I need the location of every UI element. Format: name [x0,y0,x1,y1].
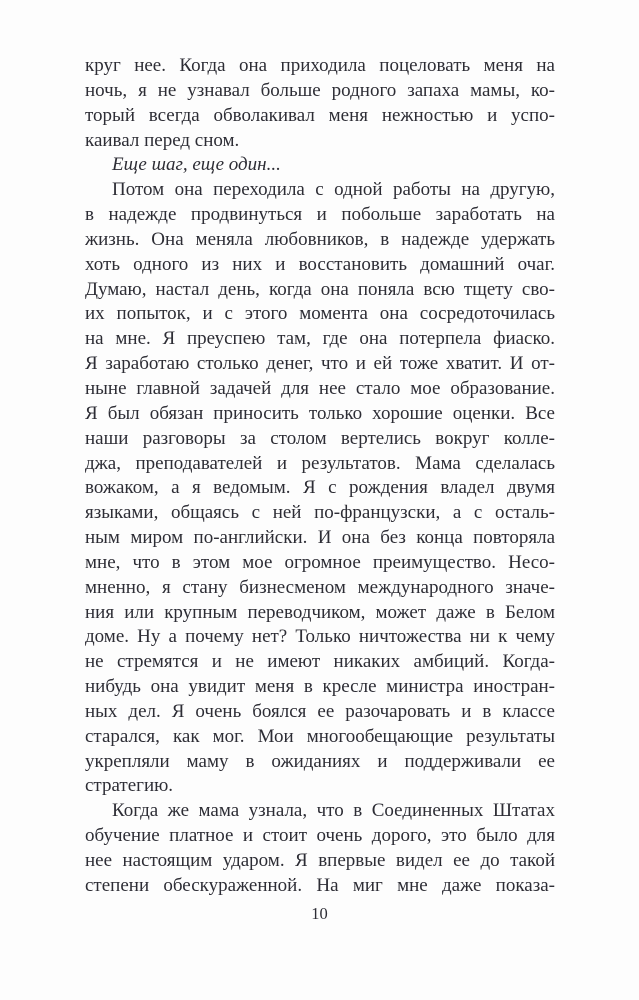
text-line: мне, что в этом мое огромное преимущество. Несо- [85,551,555,573]
text-block [85,54,555,899]
text-line: жизнь. Она меняла любовников, в надежде удержать [85,228,555,250]
text-line: круг нее. Когда она приходила поцеловать меня на [85,55,555,76]
page-number: 10 [311,904,328,923]
text-line: ным миром по-английски. И она без конца повторяла [85,527,555,549]
text-line: Потом она переходила с одной работы на другую, [112,179,555,201]
text-line: торый всегда обволакивал меня нежностью и успо- [85,104,555,126]
text-line: Думаю, настал день, когда она поняла всю тщету сво- [85,278,555,300]
text-line: Еще шаг, еще один... [112,154,281,176]
text-line: укрепляли маму в ожиданиях и поддерживали ее [85,750,555,772]
text-line: джа, преподавателей и результатов. Мама сделалась [85,452,555,474]
text-line: Я заработаю столько денег, что и ей тоже хватит. И от- [85,353,555,375]
text-line: их попыток, и с этого момента она сосредоточилась [85,303,555,325]
text-line: не стремятся и не имеют никаких амбиций. Когда- [85,651,555,673]
text-line: наши разговоры за столом вертелись вокруг колле- [85,427,555,449]
text-line: каивал перед сном. [85,129,240,151]
text-line: ночь, я не узнавал больше родного запаха мамы, ко- [85,79,555,101]
text-line: доме. Ну а почему нет? Только ничтожества ни к чему [85,626,555,648]
text-line: нибудь она увидит меня в кресле министра иностран- [85,676,555,698]
text-line: обучение платное и стоит очень дорого, это было для [85,825,555,847]
text-line: нее настоящим ударом. Я впервые видел ее до такой [85,850,555,871]
text-line: ныне главной задачей для нее стало мое образование. [85,377,555,399]
text-line: Я был обязан приносить только хорошие оценки. Все [85,402,555,424]
text-line: на мне. Я преуспею там, где она потерпела фиаско. [85,328,555,350]
text-line: языками, общаясь с ней по-французски, а с осталь- [85,502,555,524]
text-line: стратегию. [85,775,174,797]
text-line: старался, как мог. Мои многообещающие результаты [85,725,555,747]
text-line: Когда же мама узнала, что в Соединенных Штатах [112,800,555,822]
text-line: в надежде продвинуться и побольше заработать на [85,204,555,226]
text-line: степени обескураженной. На миг мне даже показа- [85,874,555,896]
text-line: хоть одного из них и восстановить домашний очаг. [85,253,555,275]
text-line: мненно, я стану бизнесменом международного значе- [85,576,555,598]
text-line: вожаком, а я ведомым. Я с рождения владел двумя [85,477,555,499]
text-line: ния или крупным переводчиком, может даже в Белом [85,601,555,623]
text-line: ных дел. Я очень боялся ее разочаровать и в классе [85,700,555,722]
